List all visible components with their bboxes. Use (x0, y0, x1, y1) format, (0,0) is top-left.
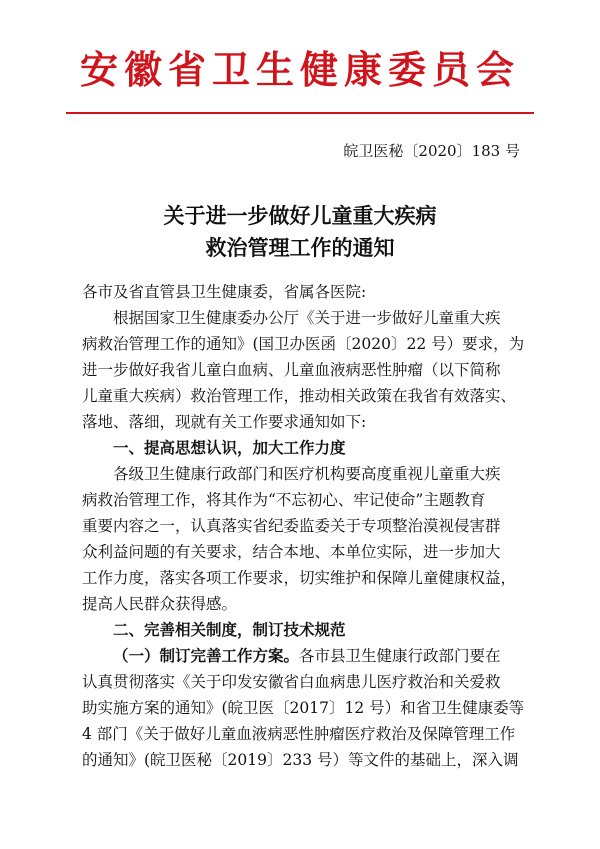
paragraph-line: 各级卫生健康行政部门和医疗机构要高度重视儿童重大疾 (113, 465, 501, 483)
document-number: 皖卫医秘〔2020〕183 号 (343, 142, 520, 160)
paragraph-line: 落地、落细，现就有关工作要求通知如下: (82, 413, 367, 431)
section-heading-1: 一、提高思想认识，加大工作力度 (113, 439, 346, 457)
paragraph-line: 的通知》(皖卫医秘〔2019〕233 号）等文件的基础上，深入调 (82, 751, 519, 769)
paragraph-line: 进一步做好我省儿童白血病、儿童血液病恶性肿瘤（以下简称 (82, 361, 501, 379)
section-heading-2: 二、完善相关制度，制订技术规范 (113, 621, 346, 639)
paragraph-line: 4 部门《关于做好儿童血液病恶性肿瘤医疗救治及保障管理工作 (82, 725, 516, 743)
paragraph-line: 认真贯彻落实《关于印发安徽省白血病患儿医疗救治和关爱救 (82, 673, 501, 691)
paragraph-3 (82, 643, 525, 773)
subsection-label: （一）制订完善工作方案。 (113, 646, 300, 665)
salutation: 各市及省直管县卫生健康委，省属各医院: (82, 283, 367, 301)
paragraph-line: 提高人民群众获得感。 (82, 595, 238, 613)
paragraph-line: 工作力度，落实各项工作要求，切实维护和保障儿童健康权益， (82, 569, 517, 587)
paragraph-line: 助实施方案的通知》(皖卫医〔2017〕12 号）和省卫生健康委等 (82, 699, 525, 717)
paragraph-line: 重要内容之一，认真落实省纪委监委关于专项整治漠视侵害群 (82, 517, 501, 535)
paragraph-2 (82, 461, 522, 617)
paragraph-line: 病救治管理工作的通知》(国卫办医函〔2020〕22 号）要求，为 (82, 335, 525, 353)
paragraph-line: 众利益问题的有关要求，结合本地、本单位实际，进一步加大 (82, 543, 501, 561)
title-line-2: 救治管理工作的通知 (205, 235, 395, 260)
letterhead-divider (66, 112, 534, 114)
paragraph-line: 儿童重大疾病）救治管理工作，推动相关政策在我省有效落实、 (82, 387, 517, 405)
title-line-1: 关于进一步做好儿童重大疾病 (163, 203, 437, 228)
document-body (82, 279, 525, 773)
org-letterhead: 安徽省卫生健康委员会 (79, 47, 520, 92)
paragraph-1 (82, 305, 525, 435)
paragraph-line (82, 643, 522, 669)
document-title (0, 200, 600, 264)
paragraph-line: 病救治管理工作，将其作为“不忘初心、牢记使命”主题教育 (82, 491, 486, 509)
paragraph-line: 根据国家卫生健康委办公厅《关于进一步做好儿童重大疾 (113, 309, 501, 327)
subsection-text: 各市县卫生健康行政部门要在 (299, 647, 501, 665)
